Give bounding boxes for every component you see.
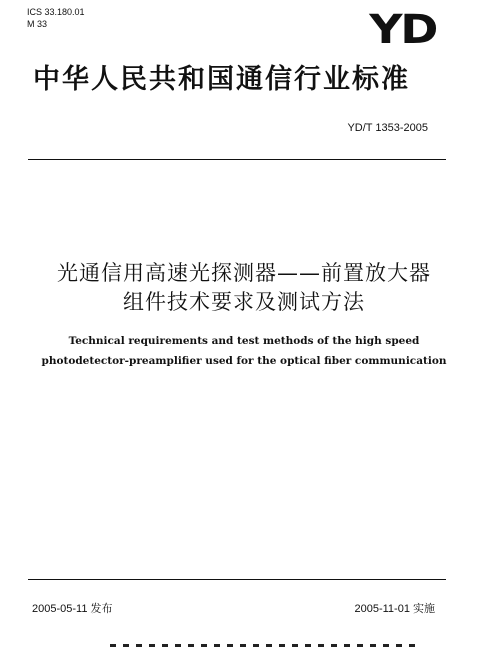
effective-date: 2005-11-01 实施 xyxy=(354,603,435,615)
top-divider xyxy=(28,159,446,160)
english-title-line2: photodetector-preamplifier used for the optical fiber communication xyxy=(41,355,447,367)
standard-title: 中华人民共和国通信行业标准 xyxy=(33,64,410,95)
bottom-divider xyxy=(28,579,446,580)
standard-number: YD/T 1353-2005 xyxy=(347,122,428,134)
yd-logo: YD xyxy=(369,7,436,53)
classification-codes xyxy=(27,6,85,30)
class-code: M 33 xyxy=(27,19,48,29)
issue-date: 2005-05-11 发布 xyxy=(32,603,113,615)
document-title-line1: 光通信用高速光探测器——前置放大器 xyxy=(57,261,431,285)
ics-code: ICS 33.180.01 xyxy=(27,7,85,17)
document-title-line2: 组件技术要求及测试方法 xyxy=(123,290,365,314)
cropped-footer-text xyxy=(110,638,430,647)
english-title-line1: Technical requirements and test methods of the high speed xyxy=(68,335,420,347)
